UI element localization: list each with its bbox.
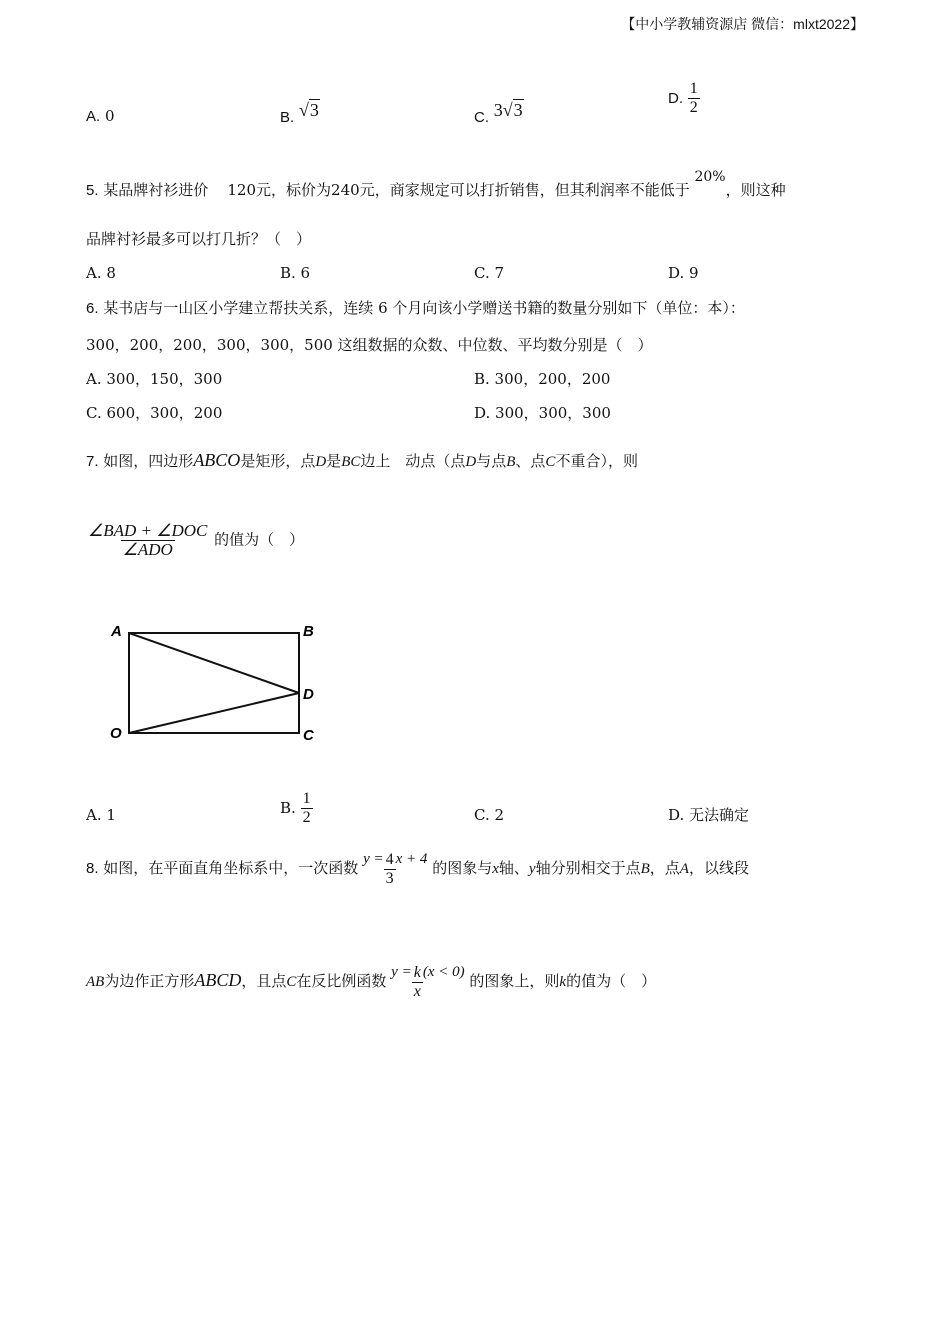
- angle-fraction: $\frac{\text{∠BAD + ∠DOC}}{\text{∠ADO}}$: [88, 521, 208, 559]
- q5-line2: 品牌衬衫最多可以打几折？（ ）: [86, 230, 312, 248]
- q7-option-c: C. 2: [474, 806, 505, 824]
- q8-line2: AB为边作正方形ABCD，且点C在反比例函数 y = $\frac{k}{x}$ (x < 0) 的图象上，则k的值为（ ）: [86, 963, 657, 1000]
- rectangle-figure: [105, 615, 355, 750]
- q5-line1: 5. 某品牌衬衫进价 120元，标价为240元，商家规定可以打折销售，但其利润率不能低于 20%，则这种: [86, 169, 786, 199]
- q5-option-a: A. 8: [86, 264, 116, 282]
- q6-option-d: D. 300，300，300: [474, 404, 611, 422]
- q8-line1: 8. 如图，在平面直角坐标系中，一次函数 y = $\frac{4}{3}$ x + 4 的图象与x轴、y轴分别相交于点B，点A，以线段: [86, 850, 749, 887]
- fraction: $\frac{k}{x}$: [413, 963, 421, 1000]
- fraction: $\frac{1}{2}$: [689, 80, 698, 116]
- vertex-label-d: D: [303, 686, 314, 703]
- q6-line1: 6. 某书店与一山区小学建立帮扶关系，连续 6 个月向该小学赠送书籍的数量分别如下（单位：本）：: [86, 299, 745, 317]
- segment-od: [129, 693, 299, 733]
- vertex-label-b: B: [303, 623, 314, 640]
- q6-option-b: B. 300，200，200: [474, 370, 611, 388]
- q6-option-c: C. 600，300，200: [86, 404, 223, 422]
- q4-option-d: D. $\frac{1}{2}$: [668, 80, 698, 116]
- sqrt-expression: √3: [298, 100, 319, 120]
- q5-option-c: C. 7: [474, 264, 505, 282]
- q5-option-d: D. 9: [668, 264, 699, 282]
- q7-line1: 7. 如图，四边形ABCO是矩形，点D是BC边上 动点（点D与点B、点C不重合），则: [86, 450, 638, 470]
- q5-option-b: B. 6: [280, 264, 311, 282]
- fraction: $\frac{4}{3}$: [385, 850, 394, 887]
- q7-option-d: D. 无法确定: [668, 806, 750, 824]
- q7-line2: $\frac{\text{∠BAD + ∠DOC}}{\text{∠ADO}}$ 的值为（ ）: [88, 521, 305, 559]
- vertex-label-o: O: [110, 725, 122, 742]
- vertex-label-c: C: [303, 727, 314, 744]
- q7-option-b: B. $\frac{1}{2}$: [280, 790, 311, 826]
- q7-option-a: A. 1: [86, 806, 116, 824]
- q4-option-c: C. 3√3: [474, 100, 523, 126]
- q4-option-b: B. √3: [280, 100, 319, 126]
- q6-line2: 300，200，200，300，300，500 这组数据的众数、中位数、平均数分别是（ ）: [86, 336, 653, 354]
- sqrt-expression: 3√3: [493, 100, 523, 120]
- rate-value: 20%: [694, 169, 726, 185]
- segment-ad: [129, 633, 299, 693]
- header-banner: 【中小学教辅资源店 微信：mlxt2022】: [621, 16, 864, 32]
- vertex-label-a: A: [111, 623, 122, 640]
- q4-option-a: A. 0: [86, 107, 115, 125]
- q6-option-a: A. 300，150，300: [86, 370, 223, 388]
- fraction: $\frac{1}{2}$: [302, 790, 311, 826]
